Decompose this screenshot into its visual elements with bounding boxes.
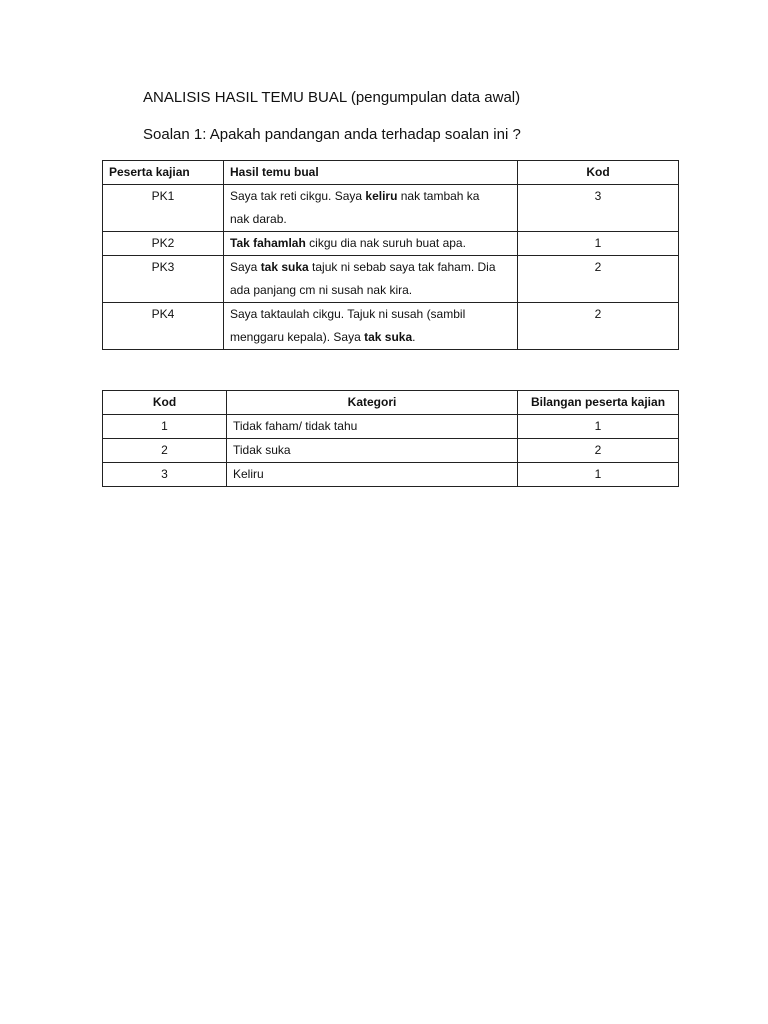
code-cell: 2 bbox=[518, 303, 679, 350]
response-text: Saya tak reti cikgu. Saya bbox=[230, 189, 366, 203]
response-text: menggaru kepala). Saya bbox=[230, 330, 365, 344]
count-cell: 2 bbox=[518, 439, 679, 463]
response-text: ada panjang cm ni susah nak kira. bbox=[230, 283, 413, 297]
table-header-row bbox=[103, 161, 679, 185]
document-title: ANALISIS HASIL TEMU BUAL (pengumpulan data awal) bbox=[143, 89, 521, 106]
table-row bbox=[103, 232, 679, 256]
emphasized-text: Tak fahamlah bbox=[230, 236, 306, 250]
response-cell bbox=[224, 185, 518, 232]
table-row bbox=[103, 185, 679, 232]
emphasized-text: tak suka bbox=[364, 330, 413, 344]
participant-cell: PK1 bbox=[103, 185, 224, 232]
code-cell: 2 bbox=[518, 256, 679, 303]
header-category: Kategori bbox=[227, 391, 518, 415]
response-text: Saya taktaulah cikgu. Tajuk ni susah (sambil bbox=[230, 307, 466, 321]
table-row bbox=[103, 439, 679, 463]
emphasized-text: tak suka bbox=[260, 260, 309, 274]
code-cell: 2 bbox=[103, 439, 227, 463]
count-cell: 1 bbox=[518, 463, 679, 487]
participant-cell: PK4 bbox=[103, 303, 224, 350]
response-text: nak tambah ka bbox=[397, 189, 480, 203]
code-cell: 1 bbox=[518, 232, 679, 256]
count-cell: 1 bbox=[518, 415, 679, 439]
response-cell bbox=[224, 256, 518, 303]
table-row bbox=[103, 303, 679, 350]
question-text: Soalan 1: Apakah pandangan anda terhadap soalan ini ? bbox=[143, 126, 521, 143]
table-row bbox=[103, 256, 679, 303]
participant-cell: PK3 bbox=[103, 256, 224, 303]
category-summary-table bbox=[102, 390, 679, 487]
header-code: Kod bbox=[103, 391, 227, 415]
interview-results-table bbox=[102, 160, 679, 350]
participant-cell: PK2 bbox=[103, 232, 224, 256]
header-participant: Peserta kajian bbox=[103, 161, 224, 185]
header-code: Kod bbox=[518, 161, 679, 185]
response-text: tajuk ni sebab saya tak faham. Dia bbox=[308, 260, 496, 274]
header-participant-count: Bilangan peserta kajian bbox=[518, 391, 679, 415]
code-cell: 3 bbox=[518, 185, 679, 232]
table-row bbox=[103, 463, 679, 487]
category-cell: Keliru bbox=[227, 463, 518, 487]
response-text: Saya bbox=[230, 260, 261, 274]
category-cell: Tidak suka bbox=[227, 439, 518, 463]
category-cell: Tidak faham/ tidak tahu bbox=[227, 415, 518, 439]
response-cell bbox=[224, 232, 518, 256]
response-cell bbox=[224, 303, 518, 350]
code-cell: 1 bbox=[103, 415, 227, 439]
header-interview-result: Hasil temu bual bbox=[224, 161, 518, 185]
response-text: . bbox=[412, 330, 416, 344]
code-cell: 3 bbox=[103, 463, 227, 487]
emphasized-text: keliru bbox=[365, 189, 398, 203]
response-text: cikgu dia nak suruh buat apa. bbox=[305, 236, 466, 250]
table-row bbox=[103, 415, 679, 439]
table-header-row bbox=[103, 391, 679, 415]
response-text: nak darab. bbox=[230, 212, 287, 226]
